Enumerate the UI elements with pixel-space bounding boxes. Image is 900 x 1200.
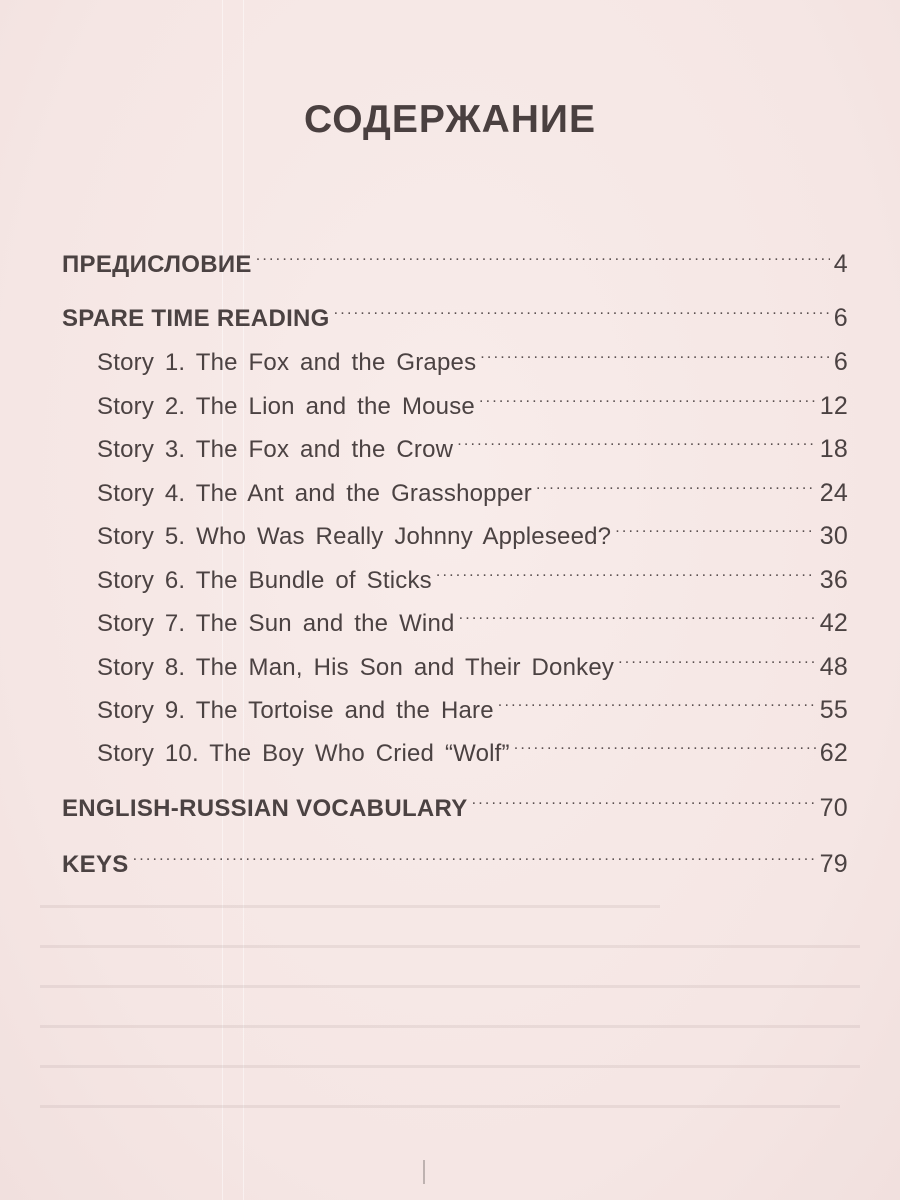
toc-entry-keys[interactable]	[62, 840, 848, 878]
bleed-through-mark	[40, 905, 660, 908]
toc-entry-story-7[interactable]	[97, 599, 848, 637]
toc-entry-label: Story 1. The Fox and the Grapes	[97, 349, 477, 376]
dot-leader	[618, 643, 816, 675]
dot-leader	[436, 556, 816, 588]
toc-entry-story-4[interactable]	[97, 469, 848, 507]
bleed-through-mark	[40, 945, 860, 948]
toc-entry-label: Story 5. Who Was Really Johnny Appleseed?	[97, 523, 612, 550]
toc-entry-preface[interactable]	[62, 240, 848, 278]
dot-leader	[480, 338, 830, 370]
dot-leader	[536, 469, 816, 501]
toc-page-number: 6	[833, 348, 848, 376]
toc-entry-label: KEYS	[62, 851, 129, 878]
bleed-through-mark	[40, 1065, 860, 1068]
toc-entry-story-3[interactable]	[97, 425, 848, 463]
toc-page-number: 30	[819, 522, 848, 550]
toc-entry-story-9[interactable]	[97, 686, 848, 724]
dot-leader	[498, 686, 816, 718]
toc-entry-story-6[interactable]	[97, 556, 848, 594]
toc-entry-label: ПРЕДИСЛОВИЕ	[62, 251, 252, 278]
dot-leader	[256, 240, 830, 272]
toc-entry-label: Story 7. The Sun and the Wind	[97, 610, 455, 637]
toc-page-number: 48	[819, 653, 848, 681]
bleed-through-mark	[40, 1105, 840, 1108]
toc-entry-label: Story 9. The Tortoise and the Hare	[97, 697, 494, 724]
toc-entry-label: Story 3. The Fox and the Crow	[97, 436, 454, 463]
toc-page-number: 55	[819, 696, 848, 724]
dot-leader	[479, 382, 816, 414]
toc-page-number: 24	[819, 479, 848, 507]
toc-entry-label: Story 6. The Bundle of Sticks	[97, 567, 432, 594]
toc-entry-spare-time-reading[interactable]	[62, 294, 848, 332]
toc-page-number: 70	[819, 794, 848, 822]
toc-page-number: 4	[833, 250, 848, 278]
page-title: СОДЕРЖАНИЕ	[304, 98, 596, 141]
toc-entry-label: Story 10. The Boy Who Cried “Wolf”	[97, 740, 510, 767]
dot-leader	[472, 784, 816, 816]
toc-page-number: 6	[833, 304, 848, 332]
dot-leader	[457, 425, 816, 457]
dot-leader	[615, 512, 816, 544]
toc-page-number: 42	[819, 609, 848, 637]
toc-entry-label: Story 4. The Ant and the Grasshopper	[97, 480, 533, 507]
toc-entry-label: Story 2. The Lion and the Mouse	[97, 393, 475, 420]
toc-entry-label: SPARE TIME READING	[62, 305, 330, 332]
toc-entry-story-8[interactable]	[97, 643, 848, 681]
bleed-through-mark	[423, 1160, 425, 1184]
toc-entry-story-10[interactable]	[97, 729, 848, 767]
toc-entry-label: ENGLISH-RUSSIAN VOCABULARY	[62, 795, 468, 822]
toc-entry-label: Story 8. The Man, His Son and Their Donkey	[97, 654, 615, 681]
bleed-through-mark	[40, 985, 860, 988]
toc-page-number: 79	[819, 850, 848, 878]
toc-entry-vocabulary[interactable]	[62, 784, 848, 822]
dot-leader	[459, 599, 816, 631]
toc-page-number: 18	[819, 435, 848, 463]
bleed-through-mark	[40, 1025, 860, 1028]
toc-page-number: 12	[819, 392, 848, 420]
dot-leader	[334, 294, 830, 326]
toc-page-number: 62	[819, 739, 848, 767]
dot-leader	[133, 840, 816, 872]
toc-page-number: 36	[819, 566, 848, 594]
toc-entry-story-5[interactable]	[97, 512, 848, 550]
toc-entry-story-1[interactable]	[97, 338, 848, 376]
dot-leader	[514, 729, 816, 761]
toc-entry-story-2[interactable]	[97, 382, 848, 420]
